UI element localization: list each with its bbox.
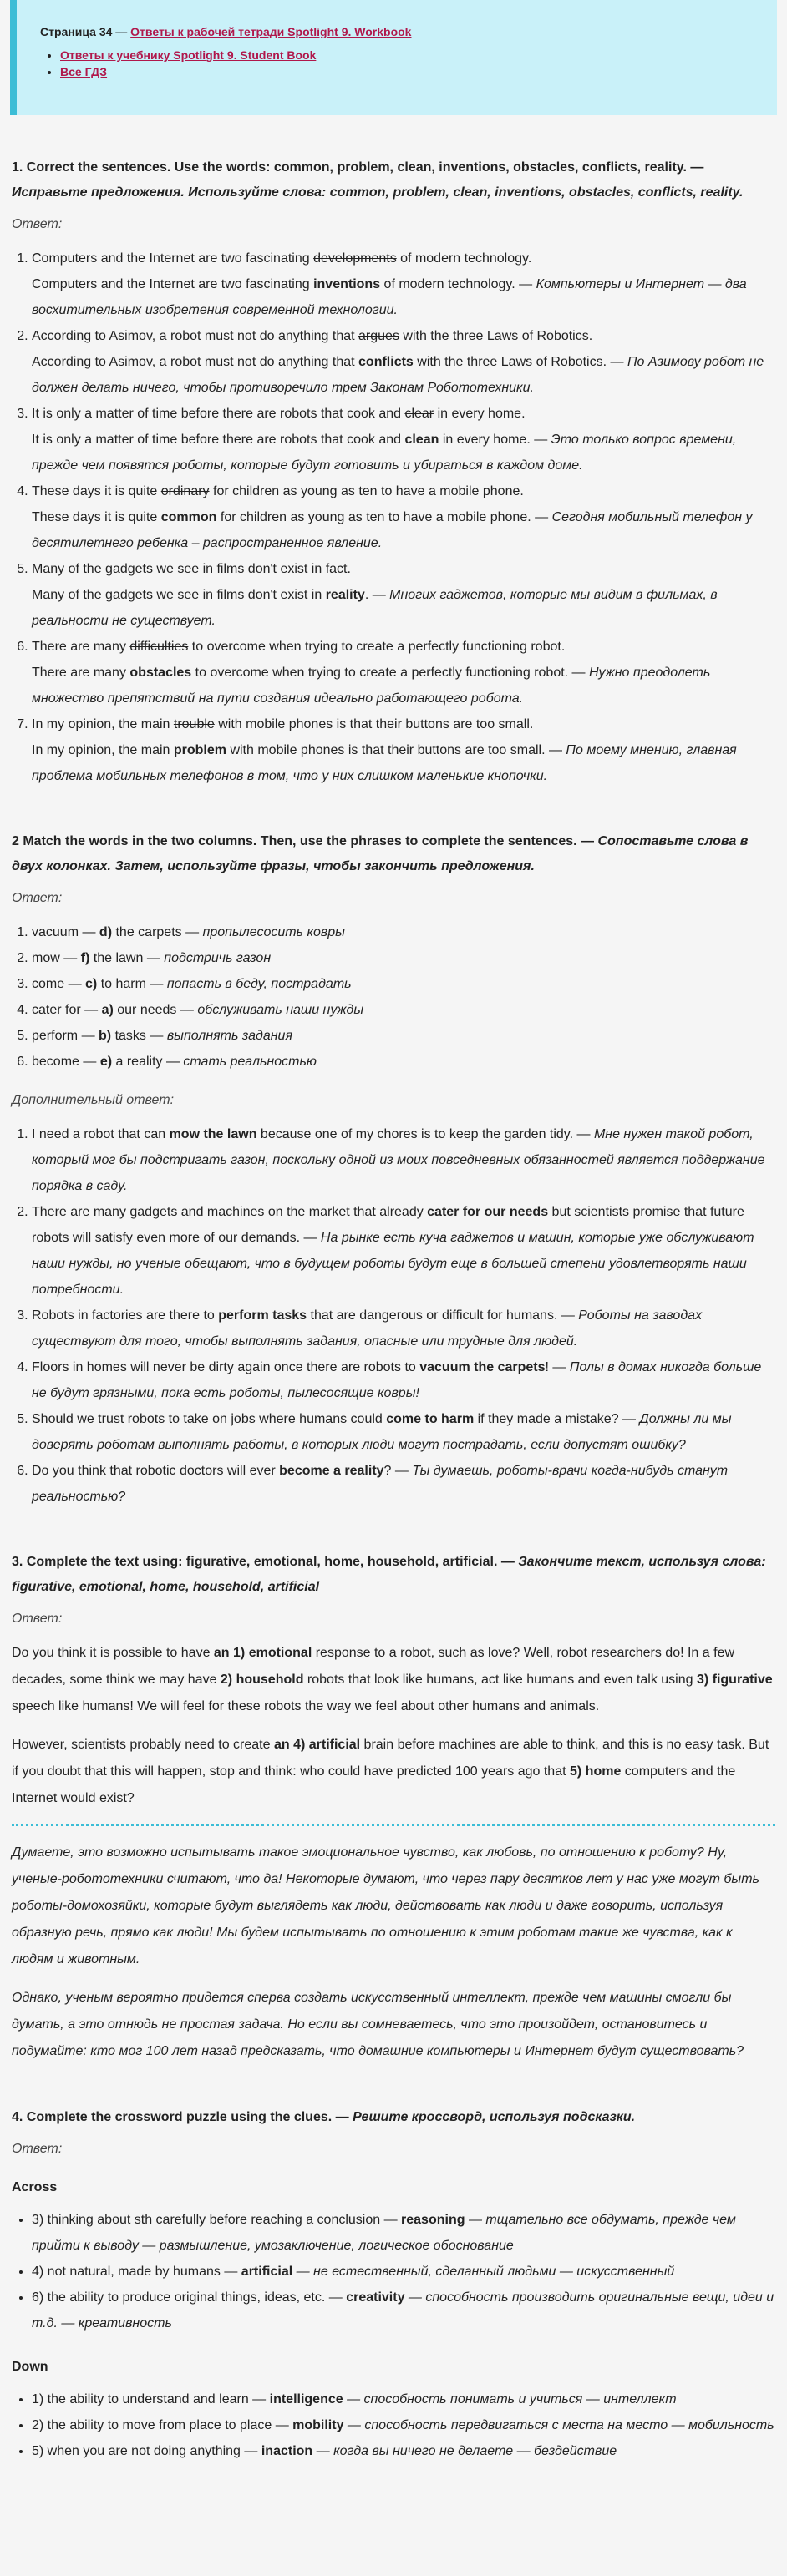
sentence-text: I need a robot that can xyxy=(32,1127,170,1141)
list-item xyxy=(32,997,775,1023)
filled-word: 5) home xyxy=(570,1764,622,1779)
translation: — не естественный, сделанный людьми — искусственный xyxy=(292,2265,675,2279)
sentence-text: Robots in factories are there to xyxy=(32,1308,219,1323)
pair-word: become — xyxy=(32,1055,100,1069)
pair-letter: e) xyxy=(99,1055,113,1069)
clue-item xyxy=(32,2386,775,2412)
sentence-text: if they made a mistake? — xyxy=(474,1412,640,1426)
correct-word: conflicts xyxy=(358,355,414,369)
corrected-text: . — xyxy=(364,588,390,602)
task3-title-ru: Закончите текст, используя слова: figurative, emotional, home, household, artificial xyxy=(12,1555,766,1594)
sentence-text: According to Asimov, a robot must not do anything that xyxy=(32,329,359,343)
pair-word: vacuum — xyxy=(32,925,99,939)
translation: стать реальностью xyxy=(183,1055,317,1069)
sentence-text: to overcome when trying to create a perfectly functioning robot. xyxy=(188,640,566,654)
corrected-text: These days it is quite xyxy=(32,510,161,524)
list-item xyxy=(32,1049,775,1075)
extra-answer-label: Дополнительный ответ: xyxy=(12,1093,175,1107)
pair-word: a reality — xyxy=(112,1055,184,1069)
clue-item xyxy=(32,2207,775,2259)
translation: — когда вы ничего не делаете — бездействие xyxy=(312,2444,617,2458)
translation: — тщательно все обдумать, прежде чем прийти к выводу — размышление, умозаключение, логическое обоснование xyxy=(32,2213,736,2253)
correct-word: inventions xyxy=(313,277,381,291)
correct-word: common xyxy=(160,510,217,524)
sentence-text: ! — xyxy=(545,1360,570,1374)
phrase: perform tasks xyxy=(218,1308,307,1323)
task3-paragraph-2 xyxy=(12,1732,775,1812)
pair-word: to harm — xyxy=(97,977,167,991)
paragraph-text: Do you think it is possible to have xyxy=(12,1646,214,1660)
corrected-text: It is only a matter of time before there are robots that cook and xyxy=(32,433,405,447)
answer-label: Ответ: xyxy=(12,891,63,905)
task2-title xyxy=(12,829,775,879)
task1-title-en: 1. Correct the sentences. Use the words: common, problem, clean, inventions, obstacles, conflicts, reality. — xyxy=(12,160,704,175)
list-item xyxy=(32,1121,775,1199)
clue-item xyxy=(32,2285,775,2336)
answer-word: artificial xyxy=(241,2265,293,2279)
phrase: come to harm xyxy=(386,1412,475,1426)
list-item xyxy=(32,711,775,789)
translation: подстричь газон xyxy=(164,951,272,965)
pair-word: perform — xyxy=(32,1029,99,1043)
filled-word: an 4) artificial xyxy=(273,1738,361,1752)
pair-word: the carpets — xyxy=(112,925,203,939)
paragraph-text: However, scientists probably need to create xyxy=(12,1738,274,1752)
translation: — способность производить оригинальные вещи, идеи и т.д. — креативность xyxy=(32,2290,774,2331)
paragraph-text: robots that look like humans, act like humans and even talk using xyxy=(303,1673,697,1687)
corrected-text: with the three Laws of Robotics. — xyxy=(413,355,627,369)
pair-word: come — xyxy=(32,977,86,991)
sentence-text: It is only a matter of time before there are robots that cook and xyxy=(32,407,405,421)
list-item xyxy=(32,1199,775,1303)
list-item xyxy=(32,1406,775,1458)
translation: Это только вопрос времени, прежде чем появятся роботы, которые будут готовить и убираться в каждом доме. xyxy=(32,433,737,473)
sentence-text: with the three Laws of Robotics. xyxy=(399,329,593,343)
paragraph-text: speech like humans! We will feel for these robots the way we feel about other humans and animals. xyxy=(12,1699,600,1713)
clue-item xyxy=(32,2259,775,2285)
struck-word: ordinary xyxy=(160,484,210,498)
task3-translation-2: Однако, ученым вероятно придется сперва создать искусственный интеллект, прежде чем машины смогли бы думать, а это отнюдь не простая задача. Но если вы сомневаетесь, что это произойдет, остановитесь и подумайте: кто мог 100 лет назад предсказать, что домашние компьютеры и Интернет будут существовать? xyxy=(12,1991,744,2058)
list-item xyxy=(32,478,775,556)
correct-word: reality xyxy=(325,588,365,602)
pair-word: the lawn — xyxy=(89,951,165,965)
clue-text: 3) thinking about sth carefully before reaching a conclusion — xyxy=(32,2213,402,2227)
sentence-text: in every home. xyxy=(434,407,526,421)
student-book-link[interactable]: Ответы к учебнику Spotlight 9. Student Book xyxy=(60,48,317,62)
translation: По моему мнению, главная проблема мобильных телефонов в том, что у них слишком маленькие кнопочки. xyxy=(32,743,737,783)
list-item xyxy=(32,1023,775,1049)
sentence-text: Should we trust robots to take on jobs where humans could xyxy=(32,1412,387,1426)
sentence-text: These days it is quite xyxy=(32,484,161,498)
list-item xyxy=(32,919,775,945)
list-item xyxy=(32,945,775,971)
struck-word: fact xyxy=(325,562,348,576)
answer-word: creativity xyxy=(346,2290,405,2305)
translation: На рынке есть куча гаджетов и машин, которые уже обслуживают наши нужды, но ученые обещают, что в будущем роботы будут еще в большей степени удовлетворять наши потребности. xyxy=(32,1231,754,1297)
corrected-text: According to Asimov, a robot must not do anything that xyxy=(32,355,359,369)
translation: выполнять задания xyxy=(166,1029,292,1043)
all-gdz-link[interactable]: Все ГДЗ xyxy=(60,65,108,78)
clue-text: 6) the ability to produce original things, ideas, etc. — xyxy=(32,2290,347,2305)
task3-title xyxy=(12,1550,775,1600)
filled-word: 2) household xyxy=(220,1673,304,1687)
clue-text: 2) the ability to move from place to place — xyxy=(32,2418,293,2432)
struck-word: trouble xyxy=(173,717,215,731)
struck-word: difficulties xyxy=(129,640,189,654)
paragraph-text: brain before machines are able to think, and this is no easy task. But if you doubt that this will happen, stop and think: who could have predicted 100 years ago that xyxy=(12,1738,769,1779)
page-prefix: Страница 34 — xyxy=(40,25,131,38)
pair-letter: a) xyxy=(101,1003,114,1017)
sentence-text: Many of the gadgets we see in films don't exist in xyxy=(32,562,326,576)
list-item xyxy=(32,634,775,711)
list-item xyxy=(32,971,775,997)
sentence-text: Floors in homes will never be dirty again once there are robots to xyxy=(32,1360,420,1374)
task3-paragraph-1 xyxy=(12,1640,775,1720)
list-item xyxy=(60,48,754,62)
task4-title xyxy=(12,2105,775,2130)
sentence-text: ? — xyxy=(383,1464,413,1478)
task2-pairs xyxy=(12,919,775,1075)
translation: Роботы на заводах существуют для того, чтобы выполнять задания, опасные или трудные для людей. xyxy=(32,1308,703,1349)
across-heading: Across xyxy=(12,2180,58,2194)
pair-word: tasks — xyxy=(111,1029,167,1043)
task1-title xyxy=(12,155,775,205)
answer-label: Ответ: xyxy=(12,1612,63,1626)
answer-label: Ответ: xyxy=(12,217,63,231)
translation: Должны ли мы доверять роботам выполнять работы, в которых люди могут пострадать, если допустят ошибку? xyxy=(32,1412,732,1452)
corrected-text: of modern technology. — xyxy=(380,277,536,291)
corrected-text: with mobile phones is that their buttons are too small. — xyxy=(226,743,566,757)
phrase: vacuum the carpets xyxy=(419,1360,546,1374)
correct-word: clean xyxy=(404,433,439,447)
sentence-text: for children as young as ten to have a mobile phone. xyxy=(209,484,524,498)
translation: Ты думаешь, роботы-врачи когда-нибудь станут реальностью? xyxy=(32,1464,729,1504)
correct-word: obstacles xyxy=(129,666,192,680)
translation: По Азимову робот не должен делать ничего, чтобы противоречило трем Законам Робототехники. xyxy=(32,355,764,395)
info-box xyxy=(10,0,777,115)
sentence-text: but scientists promise that future robots will satisfy even more of our demands. — xyxy=(32,1205,744,1245)
sentence-text: Computers and the Internet are two fascinating xyxy=(32,251,314,266)
task2-title-ru: Сопоставьте слова в двух колонках. Затем, используйте фразы, чтобы закончить предложения. xyxy=(12,834,749,873)
translation: Сегодня мобильный телефон у десятилетнего ребенка – распространенное явление. xyxy=(32,510,753,550)
clue-text: 4) not natural, made by humans — xyxy=(32,2265,241,2279)
down-heading: Down xyxy=(12,2360,48,2374)
clue-text: 1) the ability to understand and learn — xyxy=(32,2392,270,2406)
translation: — способность передвигаться с места на место — мобильность xyxy=(343,2418,774,2432)
pair-letter: b) xyxy=(99,1029,112,1043)
list-item xyxy=(32,1354,775,1406)
pair-letter: d) xyxy=(99,925,113,939)
task3-title-en: 3. Complete the text using: figurative, emotional, home, household, artificial. — xyxy=(12,1555,519,1569)
correct-word: problem xyxy=(173,743,226,757)
sentence-text: There are many gadgets and machines on the market that already xyxy=(32,1205,428,1219)
struck-word: developments xyxy=(313,251,397,266)
corrected-text: Many of the gadgets we see in films don't exist in xyxy=(32,588,326,602)
corrected-text: to overcome when trying to create a perfectly functioning robot. — xyxy=(191,666,589,680)
translation: Нужно преодолеть множество препятствий на пути создания идеально работающего робота. xyxy=(32,666,711,706)
translation: Многих гаджетов, которые мы видим в фильмах, в реальности не существует. xyxy=(32,588,718,628)
pair-word: our needs — xyxy=(113,1003,198,1017)
list-item xyxy=(32,323,775,401)
pair-word: mow — xyxy=(32,951,81,965)
translation: обслуживать наши нужды xyxy=(197,1003,364,1017)
corrected-text: for children as young as ten to have a mobile phone. — xyxy=(216,510,552,524)
task3-translation-1: Думаете, это возможно испытывать такое эмоциональное чувство, как любовь, по отношению к роботу? Ну, ученые-робототехники считают, что да! Некоторые думают, что через пару десятков лет у нас уже могут быть роботы-домохозяйки, которые будут выглядеть как люди, действовать как люди и даже говорить, используя образную речь, прямо как люди! Мы будем испытывать по отношению к этим роботам такие же чувства, как к людям и животным. xyxy=(12,1845,759,1966)
phrase: become a reality xyxy=(279,1464,384,1478)
task4-title-ru: Решите кроссворд, используя подсказки. xyxy=(353,2110,636,2124)
task4-title-en: 4. Complete the crossword puzzle using the clues. — xyxy=(12,2110,353,2124)
list-item xyxy=(32,556,775,634)
clue-item xyxy=(32,2412,775,2438)
sentence-text: Do you think that robotic doctors will ever xyxy=(32,1464,280,1478)
pair-letter: f) xyxy=(80,951,90,965)
task2-title-en: 2 Match the words in the two columns. Then, use the phrases to complete the sentences. — xyxy=(12,834,598,848)
answer-word: reasoning xyxy=(401,2213,465,2227)
answer-word: inaction xyxy=(261,2444,313,2458)
translation: пропылесосить ковры xyxy=(202,925,345,939)
phrase: mow the lawn xyxy=(169,1127,257,1141)
sentence-text: There are many xyxy=(32,640,130,654)
clue-item xyxy=(32,2438,775,2464)
task2-extra xyxy=(12,1121,775,1510)
clue-text: 5) when you are not doing anything — xyxy=(32,2444,261,2458)
sentence-text: that are dangerous or difficult for humans. — xyxy=(307,1308,579,1323)
paragraph-text: computers and the Internet would exist? xyxy=(12,1764,736,1805)
corrected-text: In my opinion, the main xyxy=(32,743,174,757)
list-item xyxy=(32,1458,775,1510)
down-list xyxy=(12,2386,775,2464)
translation: попасть в беду, пострадать xyxy=(166,977,352,991)
struck-word: clear xyxy=(404,407,434,421)
across-list xyxy=(12,2207,775,2336)
answer-label: Ответ: xyxy=(12,2142,63,2156)
list-item xyxy=(32,1303,775,1354)
translation: Мне нужен такой робот, который мог бы подстригать газон, поскольку одной из моих повседневных обязанностей является поддержание порядка в саду. xyxy=(32,1127,765,1193)
phrase: cater for our needs xyxy=(427,1205,549,1219)
sentence-text: because one of my chores is to keep the garden tidy. — xyxy=(256,1127,594,1141)
filled-word: 3) figurative xyxy=(696,1673,773,1687)
pair-letter: c) xyxy=(85,977,98,991)
list-item xyxy=(32,401,775,478)
related-links xyxy=(40,48,754,78)
translation: — способность понимать и учиться — интеллект xyxy=(343,2392,677,2406)
translation: Полы в домах никогда больше не будут грязными, пока есть роботы, пылесосящие ковры! xyxy=(32,1360,762,1400)
divider xyxy=(12,1824,775,1826)
answer-word: intelligence xyxy=(269,2392,343,2406)
paragraph-text: response to a robot, such as love? Well, robot researchers do! In a few decades, some think we may have xyxy=(12,1646,735,1687)
page-header xyxy=(40,25,754,38)
corrected-text: There are many xyxy=(32,666,130,680)
corrected-text: Computers and the Internet are two fascinating xyxy=(32,277,314,291)
corrected-text: in every home. — xyxy=(439,433,551,447)
sentence-text: . xyxy=(347,562,351,576)
list-item xyxy=(60,65,754,78)
task1-title-ru: Исправьте предложения. Используйте слова: common, problem, clean, inventions, obstacles, conflicts, reality. xyxy=(12,185,744,200)
sentence-text: with mobile phones is that their buttons are too small. xyxy=(214,717,534,731)
sentence-text: of modern technology. xyxy=(396,251,532,266)
translation: Компьютеры и Интернет — два восхитительных изобретения современной технологии. xyxy=(32,277,747,317)
list-item xyxy=(32,245,775,323)
sentence-text: In my opinion, the main xyxy=(32,717,174,731)
pair-word: cater for — xyxy=(32,1003,102,1017)
workbook-link[interactable]: Ответы к рабочей тетради Spotlight 9. Workbook xyxy=(130,25,412,38)
task1-list xyxy=(12,245,775,789)
answer-word: mobility xyxy=(292,2418,344,2432)
filled-word: an 1) emotional xyxy=(213,1646,312,1660)
struck-word: argues xyxy=(358,329,399,343)
